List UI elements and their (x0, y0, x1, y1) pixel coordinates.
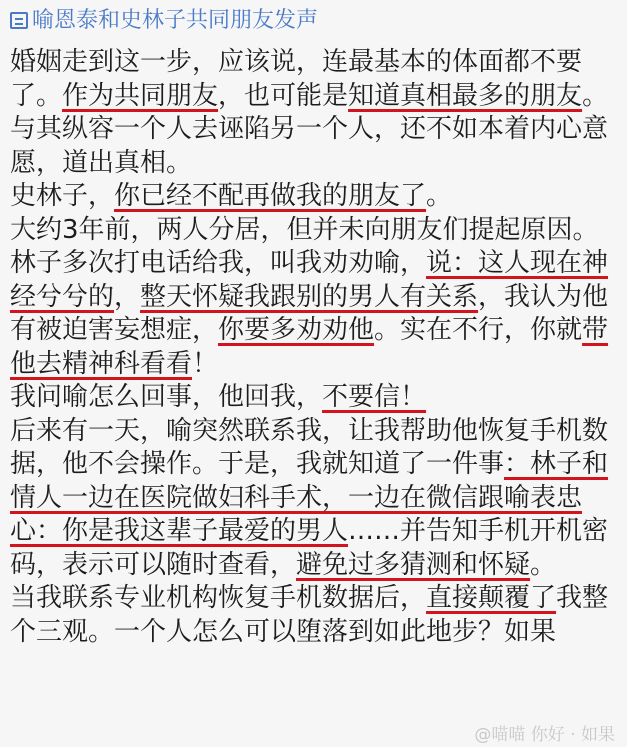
underlined-phrase: 知道真相最多的朋友 (348, 80, 583, 111)
text-run: 大约3年前，两人分居，但并未向朋友们提起原因。林子多次打电话给我，叫我劝劝喻， (10, 214, 599, 278)
paragraph (10, 46, 620, 180)
underlined-phrase: 你已经不配再做我的朋友了 (114, 181, 427, 211)
text-run: ， (114, 281, 141, 312)
underlined-phrase: 说：这人现在神经兮兮的 (10, 248, 609, 312)
text-run: 当我联系专业机构恢复手机数据后， (10, 583, 427, 613)
paragraph (10, 582, 620, 649)
paragraph (10, 214, 620, 382)
text-run: ……并告知手机开机密码，表示可以随时查看， (10, 516, 609, 580)
underlined-phrase: 作为共同朋友 (62, 80, 219, 111)
underlined-phrase: 你要多劝劝他 (218, 315, 375, 345)
text-run: 后来有一天，喻突然联系我，让我帮助他恢复手机数据，他不会操作。于是，我就知道了一件事 (10, 415, 609, 479)
text-run: ，也可能是 (218, 80, 349, 111)
document-icon (10, 12, 28, 29)
article-title-text: 喻恩泰和史林子共同朋友发声 (32, 8, 319, 33)
paragraph (10, 415, 620, 583)
text-run: 婚姻走到这一步，应该说，连最基本的体面都不要了。 (10, 47, 583, 111)
text-run: 。 (426, 181, 453, 211)
text-run: ！ (192, 348, 219, 379)
underlined-phrase: ：林子和情人一边在医院做妇科手术，一边在微信跟喻表忠心：你是我这辈子最爱的男人 (10, 449, 609, 546)
article-title (10, 6, 318, 36)
text-run: 。与其纵容一个人去诬陷另一个人，还不如本着内心意愿，道出真相。 (10, 80, 609, 178)
text-run: 。实在不行，你就 (374, 315, 583, 345)
text-run: 。 (530, 549, 557, 580)
watermark: @喵喵 你好 · 如果 (474, 725, 615, 745)
text-run: 我问喻怎么回事，他回我， (10, 382, 323, 412)
underlined-phrase: 避免过多猜测和怀疑 (296, 549, 531, 580)
text-run: 我整个三观。一个人怎么可以堕落到如此地步？如果 (10, 583, 609, 647)
underlined-phrase: 直接颠覆了 (426, 583, 557, 613)
underlined-phrase: 整天怀疑我跟别的男人有关系 (140, 281, 479, 312)
text-run: ，我认为他有被迫害妄想症， (10, 281, 609, 345)
text-run: 史林子， (10, 181, 115, 211)
underlined-phrase: 带他去精神科看看 (10, 315, 609, 379)
paragraph (10, 381, 620, 415)
underlined-phrase: 不要信！ (322, 382, 427, 412)
paragraph (10, 180, 620, 214)
article-body (10, 46, 620, 649)
